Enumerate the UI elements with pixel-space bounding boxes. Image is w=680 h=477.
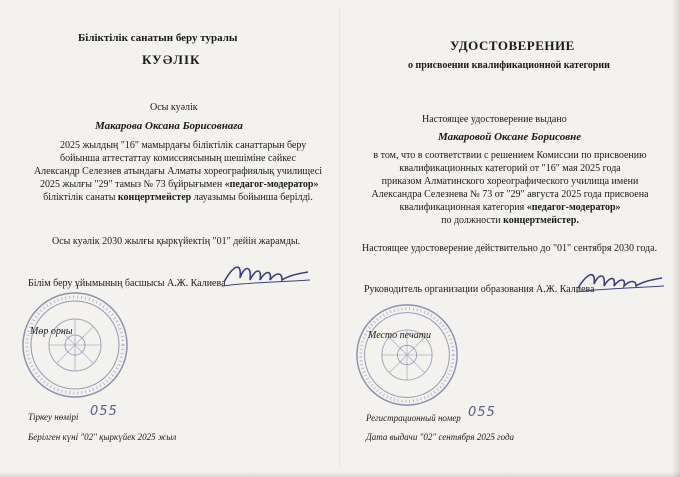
kz-reg-number: 055 [90,404,118,419]
kz-body-line-1: 2025 жылдың "16" мамырдағы біліктілік санаттарын беру [60,140,307,151]
ru-seal-place: Место печати [368,330,431,341]
ru-body-line-3: приказом Алматинского хореографического училища имени [381,176,639,187]
kz-issue-date: Берілген күні "02" қыркүйек 2025 жыл [28,432,177,442]
kz-reg-label: Тіркеу нөмірі [28,412,79,422]
ru-category-label: квалификационная категория [399,202,525,213]
page-edge-shadow-right [672,0,680,477]
kz-recipient-name: Макарова Оксана Борисовнаға [95,120,243,132]
ru-seal-emblem [354,302,460,408]
kz-body-line-2: бойынша аттестаттау комиссиясының шешіміне сәйкес [60,153,296,164]
ru-body-line-2: квалификационных категорий от "16" мая 2025 года [399,163,621,174]
kz-signature-label: Білім беру ұйымының басшысы А.Ж. Калиева [28,278,226,289]
kz-position: концертмейстер [117,192,192,203]
kz-position-suffix: лауазымы бойынша берілді. [193,192,313,203]
ru-issue-date: Дата выдачи "02" сентября 2025 года [366,432,515,442]
kz-body-line-4 [40,179,319,190]
kz-seal-place: Мөр орны [30,326,73,337]
ru-validity: Настоящее удостоверение действительно до "01" сентября 2030 года. [362,243,658,254]
kz-body-line-3: Александр Селезнев атындағы Алматы хореографиялық училищесі [33,166,323,177]
kz-heading: Біліктілік санатын беру туралы [78,32,238,44]
ru-reg-number: 055 [468,405,496,420]
ru-position-label: по должности [441,215,501,226]
ru-body-line-4: Александра Селезнева № 73 от "29" августа 2025 года присвоена [371,189,649,200]
ru-intro: Настоящее удостоверение выдано [422,114,567,125]
ru-reg-label: Регистрационный номер [366,413,461,423]
kz-body-line-5 [40,192,316,203]
ru-position: концертмейстер. [503,215,579,226]
ru-category: «педагог-модератор» [526,202,621,213]
kz-category: «педагог-модератор» [224,179,319,190]
ru-body-line-1: в том, что в соответствии с решением Комиссии по присвоению [373,150,647,161]
ru-recipient-name: Макаровой Оксане Борисовне [438,131,582,143]
kz-signature-mark [222,258,312,290]
kz-title: КУӘЛІК [142,52,201,67]
kz-seal-emblem [20,290,130,400]
kz-order-text: 2025 жылғы "29" тамыз № 73 бұйрығымен [40,179,223,190]
kz-validity: Осы куәлік 2030 жылғы қыркүйектің "01" дейін жарамды. [52,236,301,247]
kz-category-label: біліктілік санаты [43,192,116,203]
russian-section [340,0,680,477]
page-edge-shadow-bottom [0,471,680,477]
ru-signature-label: Руководитель организации образования А.Ж. Калиева [364,284,595,295]
ru-title: УДОСТОВЕРЕНИЕ [450,38,575,53]
ru-signature-mark [576,266,666,296]
ru-body-line-6 [360,215,660,226]
kz-intro: Осы куәлік [150,102,198,113]
ru-body-line-5 [360,202,660,213]
ru-subtitle: о присвоении квалификационной категории [408,60,610,71]
